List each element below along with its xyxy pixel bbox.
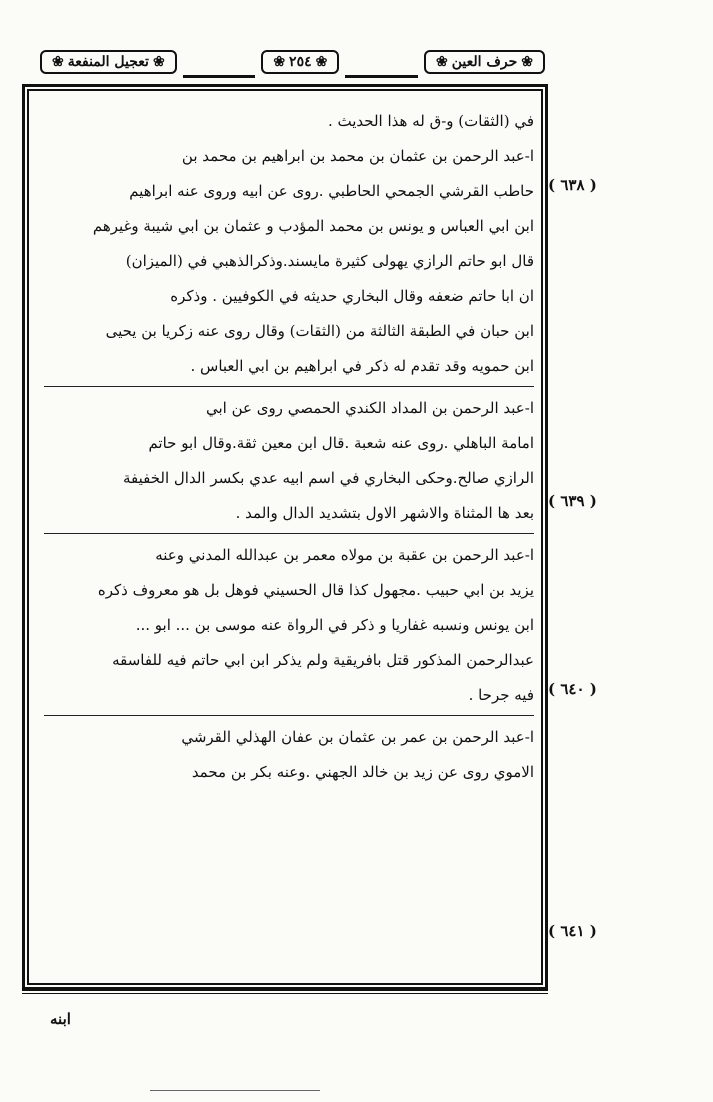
text-line: عبدالرحمن المذكور قتل بافريقية ولم يذكر ابن ابي حاتم فيه للفاسقه — [112, 651, 534, 669]
text-line: الاموي روى عن زيد بن خالد الجهني .وعنه بكر بن محمد — [191, 763, 534, 781]
header-rule — [345, 75, 418, 78]
ornament-icon: ❀ — [52, 54, 64, 70]
text-line: ا-عبد الرحمن بن المداد الكندي الحمصي روى عن ابي — [205, 399, 534, 417]
ornament-icon: ❀ — [435, 54, 448, 70]
text-line: الرازي صالح.وحكى البخاري في اسم ابيه عدي بكسر الدال الخفيفة — [122, 469, 534, 487]
text-line: بعد ها المثناة والاشهر الاول بتشديد الدال والمد . — [235, 504, 534, 522]
text-line: ا-عبد الرحمن بن عقبة بن مولاه معمر بن عبدالله المدني وعنه — [155, 546, 534, 564]
entry-divider — [44, 533, 534, 534]
text-line: ابن حمويه وقد تقدم له ذكر في ابراهيم بن ابي العباس . — [190, 357, 534, 375]
ornament-icon: ❀ — [521, 54, 533, 70]
ornament-icon: ❀ — [152, 54, 165, 70]
entry-number: ( ٦٣٩ ) — [548, 492, 597, 510]
text-line: ا-عبد الرحمن بن عمر بن عثمان بن عفان الهذلي القرشي — [181, 728, 534, 746]
ornament-icon: ❀ — [273, 54, 286, 70]
section-title: حرف العين — [451, 54, 518, 70]
entry-number: ( ٦٤١ ) — [548, 922, 597, 940]
text-line: في (الثقات) و-ق له هذا الحديث . — [327, 112, 534, 130]
entry-divider — [44, 386, 534, 387]
footer-rule — [150, 1090, 320, 1091]
entry-number: ( ٦٣٨ ) — [548, 176, 597, 194]
entry-divider — [44, 715, 534, 716]
body-text — [44, 104, 534, 790]
text-line: فيه جرحا . — [468, 686, 534, 704]
page-header — [40, 40, 545, 84]
ornament-icon: ❀ — [315, 54, 328, 70]
page-number: ٢٥٤ — [289, 54, 312, 70]
catchword: ابنه — [50, 1010, 71, 1028]
text-line: حاطب القرشي الجمحي الحاطبي .روى عن ابيه وروى عنه ابراهيم — [129, 182, 534, 200]
text-line: ابن ابي العباس و يونس بن محمد المؤدب و عثمان بن ابي شيبة وغيرهم — [92, 217, 534, 235]
text-line: قال ابو حاتم الرازي يهولى كثيرة مايسند.وذكرالذهبي في (الميزان) — [125, 252, 534, 270]
header-center-box — [261, 50, 339, 74]
bottom-rule — [22, 990, 548, 994]
entry-number: ( ٦٤٠ ) — [548, 680, 597, 698]
text-line: ابن يونس ونسبه غفاريا و ذكر في الرواة عنه موسى بن ... ابو ... — [135, 616, 534, 634]
text-line: ابن حبان في الطبقة الثالثة من (الثقات) وقال روى عنه زكريا بن يحيى — [105, 322, 534, 340]
header-rule — [183, 75, 256, 78]
book-title: تعجيل المنفعة — [67, 54, 149, 70]
text-line: ان ابا حاتم ضعفه وقال البخاري حديثه في الكوفيين . وذكره — [170, 287, 534, 305]
header-left-box — [40, 50, 177, 74]
text-line: ا-عبد الرحمن بن عثمان بن محمد بن ابراهيم بن محمد بن — [181, 147, 534, 165]
text-line: امامة الباهلي .روى عنه شعبة .قال ابن معين ثقة.وقال ابو حاتم — [148, 434, 534, 452]
header-right-box — [424, 50, 545, 74]
text-line: يزيد بن ابي حبيب .مجهول كذا قال الحسيني فوهل بل هو معروف ذكره — [97, 581, 534, 599]
